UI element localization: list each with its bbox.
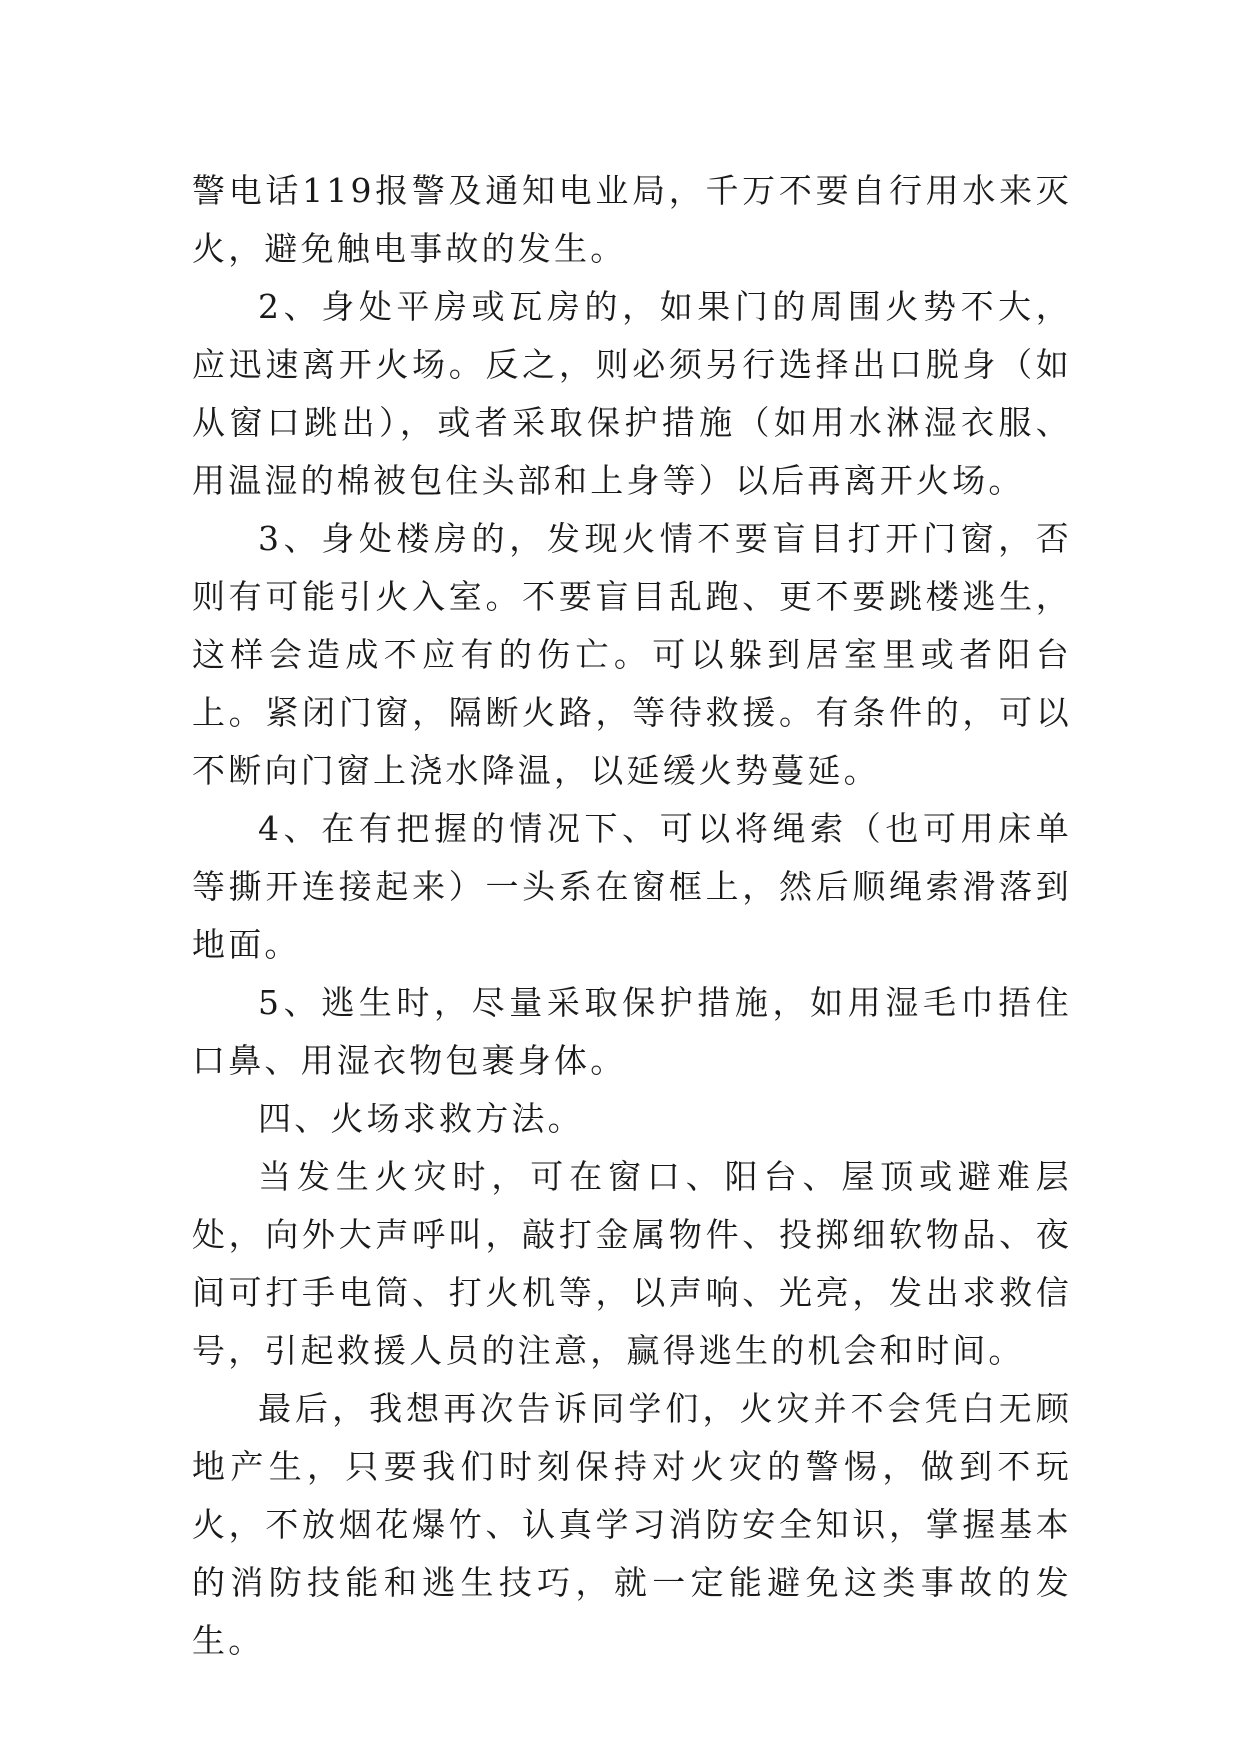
section-heading-4: 四、火场求救方法。 <box>258 1099 584 1138</box>
paragraph-item-3: 3、身处楼房的，发现火情不要盲目打开门窗，否则有可能引火入室。不要盲目乱跑、更不要跳楼逃生，这样会造成不应有的伤亡。可以躲到居室里或者阳台上。紧闭门窗，隔断火路，等待救援。有条件的，可以不断向门窗上浇水降温，以延缓火势蔓延。 <box>192 519 1072 790</box>
document-body <box>192 162 1072 1670</box>
paragraph-item-4: 4、在有把握的情况下、可以将绳索（也可用床单等撕开连接起来）一头系在窗框上，然后顺绳索滑落到地面。 <box>192 809 1072 964</box>
paragraph-continuation: 警电话119报警及通知电业局，千万不要自行用水来灭火，避免触电事故的发生。 <box>192 171 1072 268</box>
paragraph-conclusion: 最后，我想再次告诉同学们，火灾并不会凭白无顾地产生，只要我们时刻保持对火灾的警惕，做到不玩火，不放烟花爆竹、认真学习消防安全知识，掌握基本的消防技能和逃生技巧，就一定能避免这类事故的发生。 <box>192 1389 1072 1660</box>
paragraph-item-2: 2、身处平房或瓦房的，如果门的周围火势不大，应迅速离开火场。反之，则必须另行选择出口脱身（如从窗口跳出），或者采取保护措施（如用水淋湿衣服、用温湿的棉被包住头部和上身等）以后再离开火场。 <box>192 287 1072 500</box>
paragraph-item-5: 5、逃生时，尽量采取保护措施，如用湿毛巾捂住口鼻、用湿衣物包裹身体。 <box>192 983 1072 1080</box>
paragraph-rescue-methods: 当发生火灾时，可在窗口、阳台、屋顶或避难层处，向外大声呼叫，敲打金属物件、投掷细软物品、夜间可打手电筒、打火机等，以声响、光亮，发出求救信号，引起救援人员的注意，赢得逃生的机会和时间。 <box>192 1157 1072 1370</box>
